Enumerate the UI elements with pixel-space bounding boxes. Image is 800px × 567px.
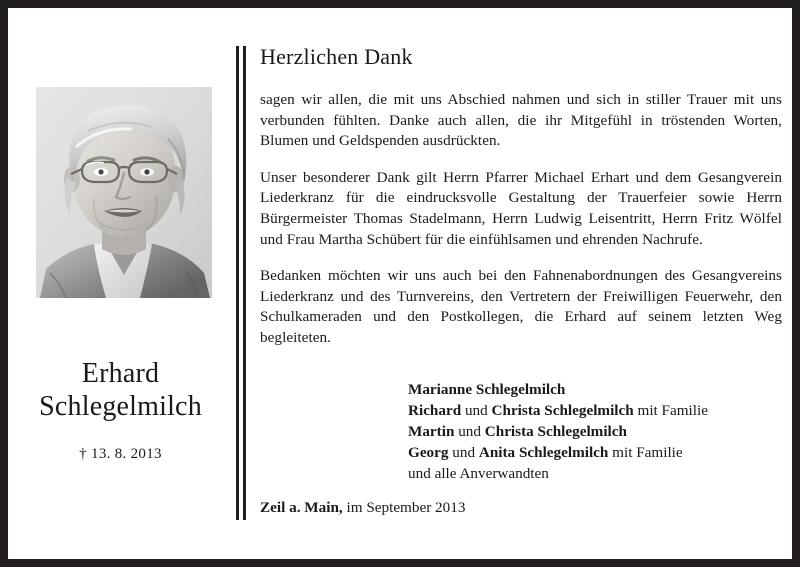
column-divider	[236, 46, 246, 520]
footer-line	[260, 498, 465, 518]
signature-bold-1: Richard	[408, 401, 462, 419]
signature-line	[408, 422, 788, 443]
footer-place: Zeil a. Main,	[260, 499, 343, 516]
paragraph-3: Bedanken möchten wir uns auch bei den Fahnenabordnungen des Gesangvereins Liederkranz und des Turnvereins, den Vertretern der Freiwilligen Feuerwehr, den Schulkameraden und den Postkollegen, die Erhard auf seinem letzten Weg begleiteten.	[260, 267, 782, 346]
signature-line	[408, 443, 788, 464]
divider-rule-left	[236, 46, 239, 520]
signature-bold-2: Christa Schlegelmilch	[491, 401, 634, 419]
signature-tail: mit Familie	[633, 401, 708, 419]
paragraph-1: sagen wir allen, die mit uns Abschied nahmen und sich in stiller Trauer mit uns verbunden fühlten. Danke auch allen, die ihr Mitgefühl in tröstenden Worten, Blumen und Geldspenden ausdrückten.	[260, 91, 782, 150]
signature-block	[408, 380, 788, 485]
divider-rule-right	[243, 46, 246, 520]
signature-tail: und alle Anverwandten	[408, 464, 549, 482]
thanks-body	[260, 90, 782, 349]
signature-bold-1: Marianne Schlegelmilch	[408, 381, 566, 398]
signature-tail: mit Familie	[608, 443, 683, 461]
left-column	[8, 8, 233, 559]
death-date: † 13. 8. 2013	[79, 446, 162, 462]
notice-inner	[8, 8, 792, 559]
signature-bold-1: Martin	[408, 422, 455, 440]
signature-bold-2: Christa Schlegelmilch	[484, 422, 627, 440]
signature-line	[408, 380, 788, 401]
portrait-photo	[36, 87, 212, 298]
signature-mid: und	[448, 443, 479, 461]
signature-line	[408, 464, 788, 485]
signature-mid: und	[454, 422, 485, 440]
signature-bold-1: Georg	[408, 443, 449, 461]
signature-line	[408, 401, 788, 422]
deceased-first-name: Erhard	[81, 358, 160, 389]
signature-mid: und	[461, 401, 492, 419]
deceased-last-name: Schlegelmilch	[39, 390, 202, 422]
thanks-headline: Herzlichen Dank	[260, 44, 413, 69]
signature-bold-2: Anita Schlegelmilch	[478, 443, 609, 461]
footer-date: im September 2013	[342, 499, 466, 516]
paragraph-2: Unser besonderer Dank gilt Herrn Pfarrer Michael Erhart und dem Gesangverein Liederkranz für die eindrucksvolle Gestaltung der Trauerfeier sowie Herrn Bürgermeister Thomas Stadelmann, Herrn Ludwig Leisentritt, Herrn Fritz Wölfel und Frau Martha Schübert für die einfühlsamen und ehrenden Nachrufe.	[260, 168, 782, 248]
right-column	[260, 8, 784, 559]
deceased-name	[8, 358, 233, 424]
portrait-image	[36, 87, 212, 298]
